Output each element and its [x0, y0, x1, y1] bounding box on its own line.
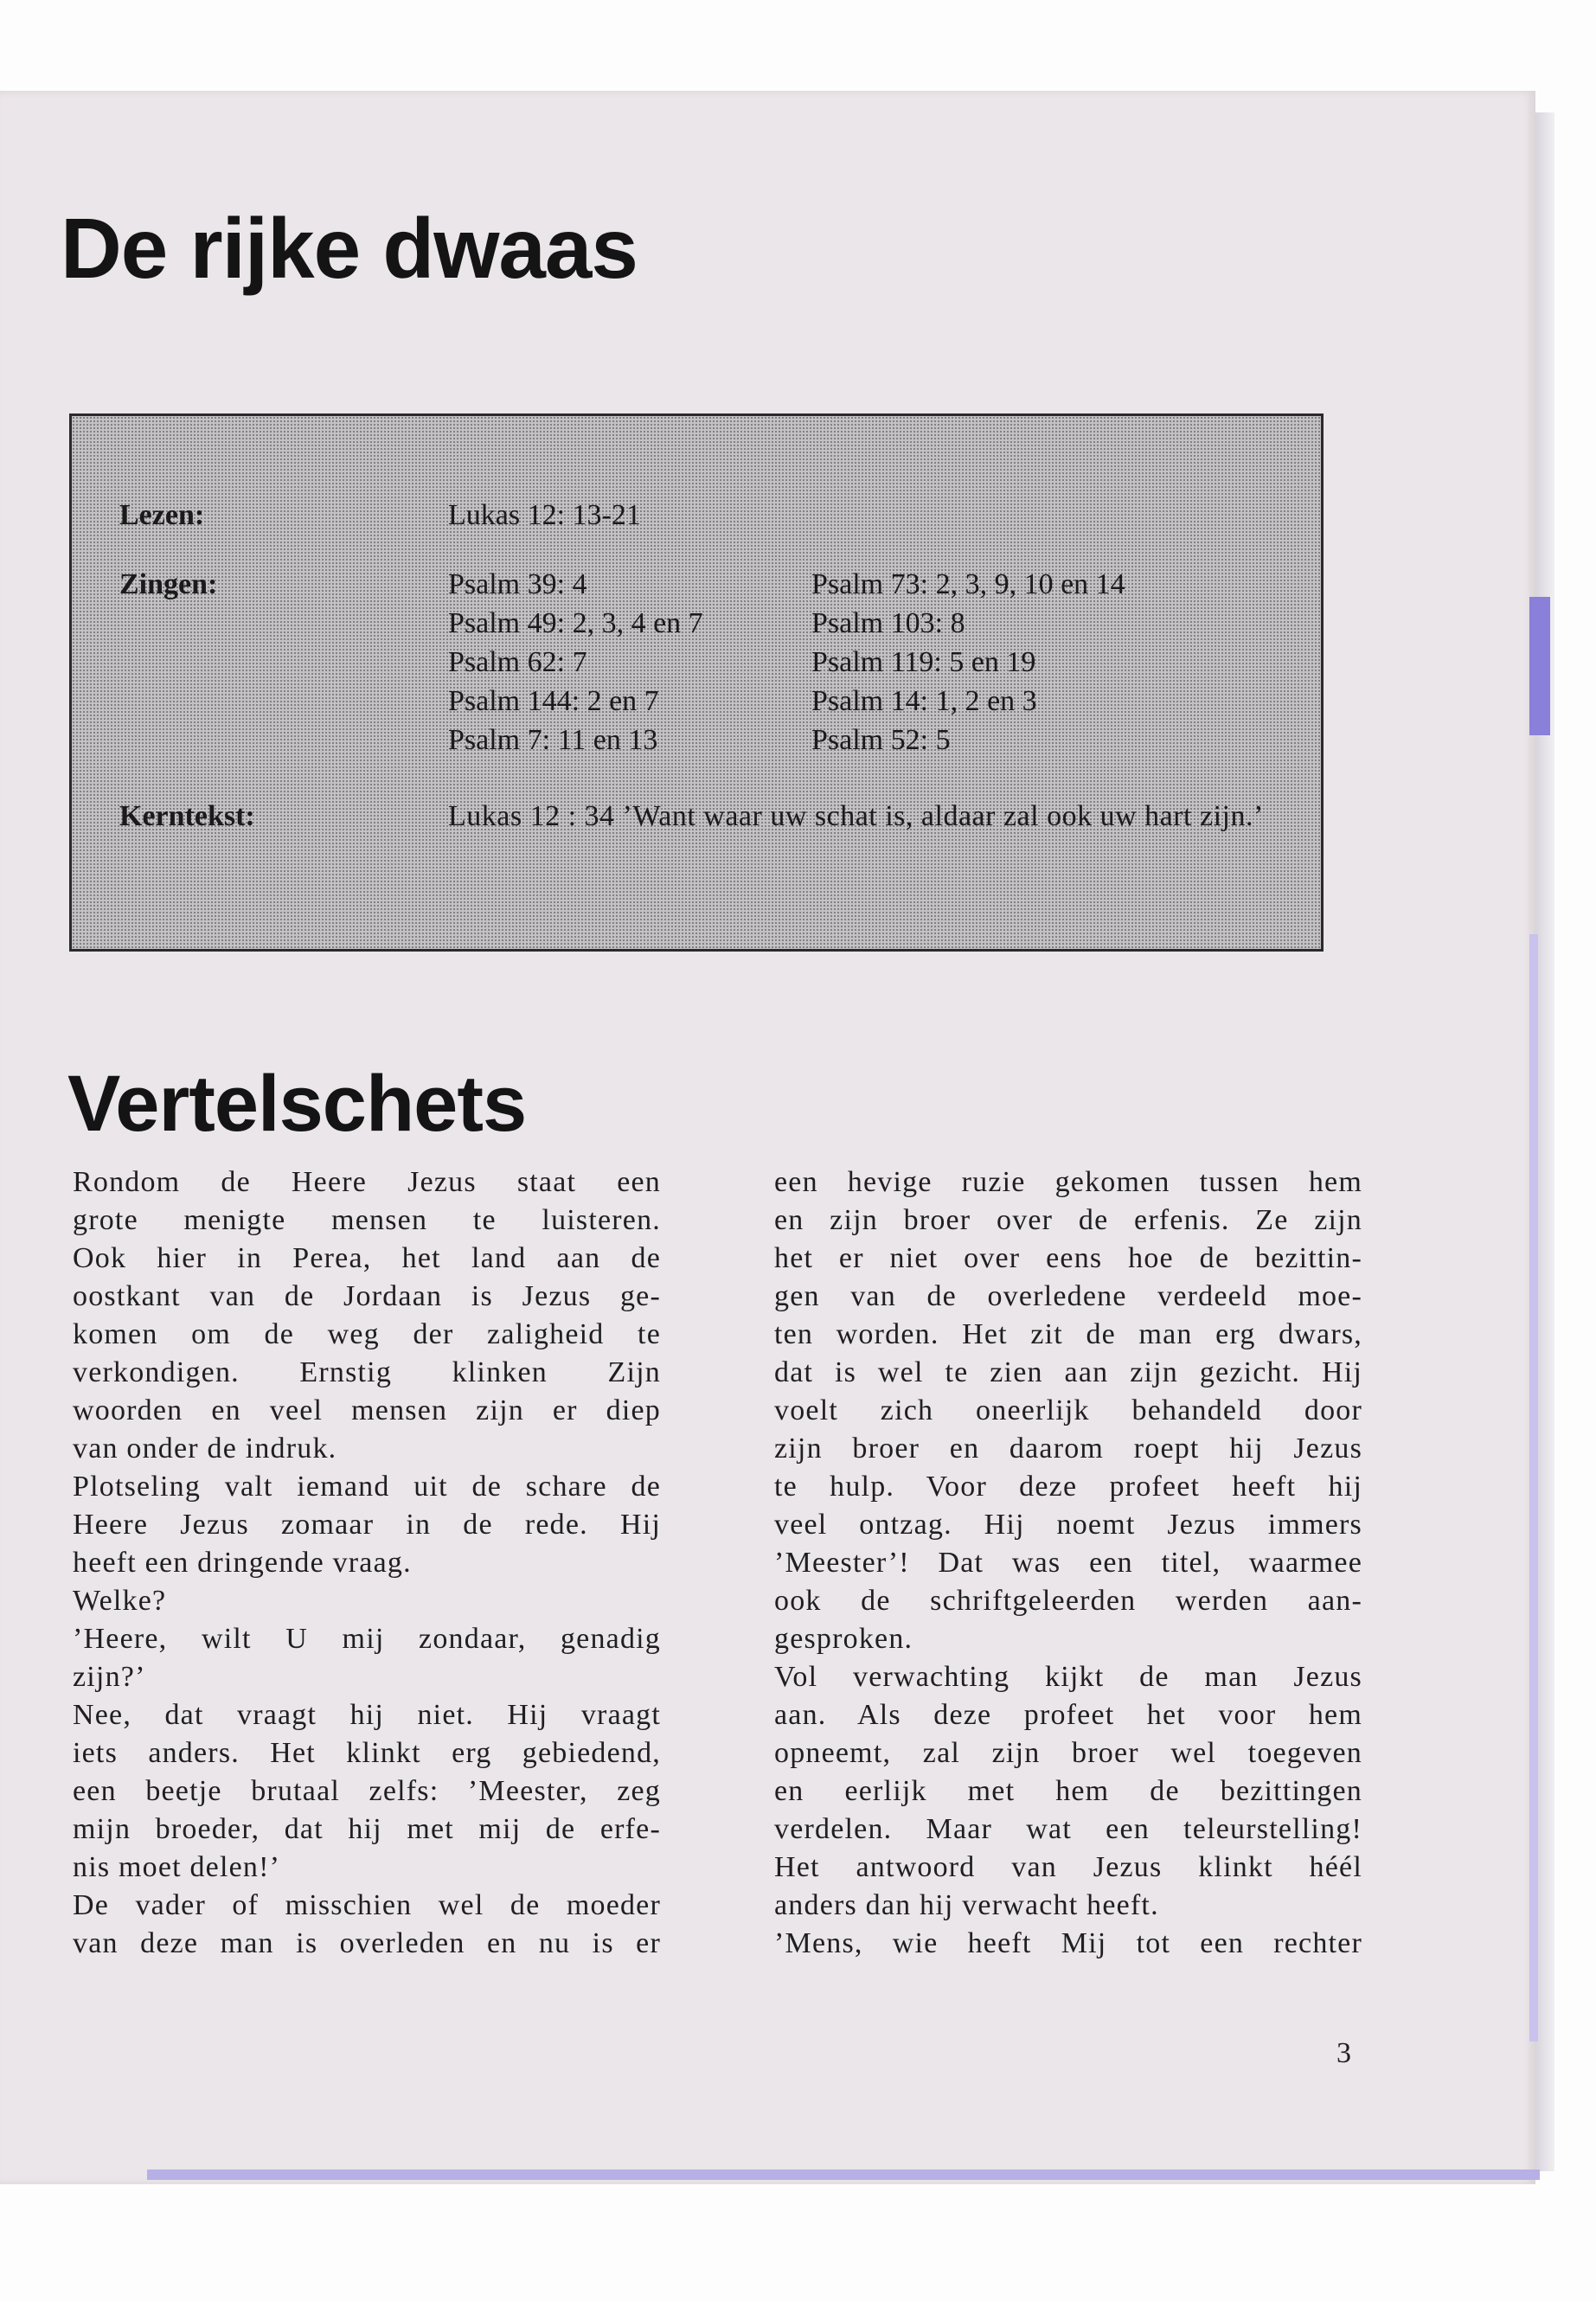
psalm-item: Psalm 62: 7	[448, 646, 587, 678]
page-edge	[1535, 112, 1554, 2171]
text-line: aan. Als deze profeet het voor hem	[774, 1699, 1362, 1731]
text-line: dat is wel te zien aan zijn gezicht. Hij	[774, 1356, 1362, 1388]
psalm-item: Psalm 39: 4	[448, 568, 587, 600]
text-line: ’Meester’! Dat was een titel, waarmee	[774, 1547, 1362, 1579]
kerntekst-value: Lukas 12 : 34 ’Want waar uw schat is, aldaar zal ook uw hart zijn.’	[448, 800, 1264, 832]
text-line: zijn broer en daarom roept hij Jezus	[774, 1433, 1362, 1465]
text-line: zijn?’	[73, 1661, 146, 1693]
text-line: verkondigen. Ernstig klinken Zijn	[73, 1356, 661, 1388]
psalm-item: Psalm 119: 5 en 19	[811, 646, 1036, 678]
text-line: ’Heere, wilt U mij zondaar, genadig	[73, 1623, 661, 1655]
zingen-list-right	[811, 565, 1125, 760]
psalm-item: Psalm 49: 2, 3, 4 en 7	[448, 607, 703, 639]
page-number: 3	[1336, 2037, 1351, 2069]
text-line: woorden en veel mensen zijn er diep	[73, 1394, 661, 1426]
text-line: van deze man is overleden en nu is er	[73, 1927, 661, 1959]
text-line: voelt zich oneerlijk behandeld door	[774, 1394, 1362, 1426]
text-line: anders dan hij verwacht heeft.	[774, 1889, 1159, 1921]
text-line: gen van de overledene verdeeld moe-	[774, 1280, 1362, 1312]
text-line: Vol verwachting kijkt de man Jezus	[774, 1661, 1362, 1693]
psalm-item: Psalm 52: 5	[811, 724, 951, 756]
text-line: ten worden. Het zit de man erg dwars,	[774, 1318, 1362, 1350]
text-line: en eerlijk met hem de bezittingen	[774, 1775, 1362, 1807]
text-line: heeft een dringende vraag.	[73, 1547, 412, 1579]
body-column-right	[774, 1163, 1362, 1963]
psalm-item: Psalm 14: 1, 2 en 3	[811, 685, 1037, 717]
index-tab	[1529, 597, 1550, 735]
text-line: van onder de indruk.	[73, 1433, 337, 1465]
text-line: Rondom de Heere Jezus staat een	[73, 1166, 661, 1198]
text-line: oostkant van de Jordaan is Jezus ge-	[73, 1280, 661, 1312]
text-line: Plotseling valt iemand uit de schare de	[73, 1471, 661, 1503]
lezen-value: Lukas 12: 13-21	[448, 499, 641, 531]
edge-stripe	[1529, 934, 1538, 2041]
psalm-item: Psalm 7: 11 en 13	[448, 724, 658, 756]
body-column-left	[73, 1163, 661, 1963]
zingen-list-left	[448, 565, 703, 760]
text-line: verdelen. Maar wat een teleurstelling!	[774, 1813, 1362, 1845]
psalm-item: Psalm 73: 2, 3, 9, 10 en 14	[811, 568, 1125, 600]
zingen-label: Zingen:	[119, 568, 218, 600]
text-line: het er niet over eens hoe de bezittin-	[774, 1242, 1362, 1274]
text-line: De vader of misschien wel de moeder	[73, 1889, 661, 1921]
psalm-item: Psalm 103: 8	[811, 607, 965, 639]
text-line: nis moet delen!’	[73, 1851, 281, 1883]
bottom-edge-strip	[147, 2170, 1540, 2180]
text-line: Heere Jezus zomaar in de rede. Hij	[73, 1509, 661, 1541]
text-line: een beetje brutaal zelfs: ’Meester, zeg	[73, 1775, 661, 1807]
text-line: komen om de weg der zaligheid te	[73, 1318, 661, 1350]
section-title: Vertelschets	[67, 1060, 527, 1148]
text-line: Het antwoord van Jezus klinkt héél	[774, 1851, 1362, 1883]
text-line: grote menigte mensen te luisteren.	[73, 1204, 661, 1236]
reading-info-box	[69, 413, 1324, 952]
kerntekst-label: Kerntekst:	[119, 800, 255, 832]
text-line: een hevige ruzie gekomen tussen hem	[774, 1166, 1362, 1198]
text-line: ’Mens, wie heeft Mij tot een rechter	[774, 1927, 1362, 1959]
text-line: iets anders. Het klinkt erg gebiedend,	[73, 1737, 661, 1769]
text-line: gesproken.	[774, 1623, 913, 1655]
text-line: Ook hier in Perea, het land aan de	[73, 1242, 661, 1274]
text-line: Nee, dat vraagt hij niet. Hij vraagt	[73, 1699, 661, 1731]
text-line: te hulp. Voor deze profeet heeft hij	[774, 1471, 1362, 1503]
lezen-label: Lezen:	[119, 499, 205, 531]
page-title: De rijke dwaas	[61, 201, 638, 296]
text-line: en zijn broer over de erfenis. Ze zijn	[774, 1204, 1362, 1236]
text-line: mijn broeder, dat hij met mij de erfe-	[73, 1813, 661, 1845]
text-line: ook de schriftgeleerden werden aan-	[774, 1585, 1362, 1617]
psalm-item: Psalm 144: 2 en 7	[448, 685, 659, 717]
text-line: Welke?	[73, 1585, 167, 1617]
text-line: veel ontzag. Hij noemt Jezus immers	[774, 1509, 1362, 1541]
text-line: opneemt, zal zijn broer wel toegeven	[774, 1737, 1362, 1769]
